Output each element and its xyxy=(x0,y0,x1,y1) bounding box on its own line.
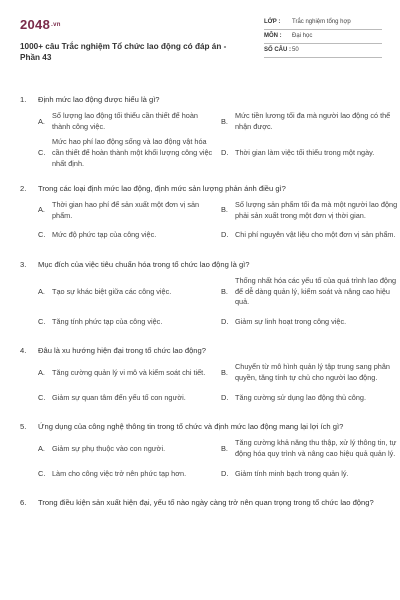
option-letter: D. xyxy=(221,147,229,157)
option-text: Giảm sự phụ thuộc vào con người. xyxy=(52,443,166,453)
meta-label: SỐ CÂU : xyxy=(264,47,291,54)
option-text: Tăng tính phức tạp của công việc. xyxy=(52,316,163,326)
question-text: Trong điều kiện sản xuất hiện đại, yếu tố nào ngày càng trở nên quan trọng trong tổ chức lao động? xyxy=(38,498,374,508)
option-letter: C. xyxy=(38,147,46,157)
option-letter: A. xyxy=(38,205,45,215)
answer-option[interactable] xyxy=(221,438,400,460)
option-letter: D. xyxy=(221,392,229,402)
question-text: Trong các loại định mức lao động, định mức sản lượng phản ánh điều gì? xyxy=(38,183,286,193)
question xyxy=(20,345,390,408)
meta-row xyxy=(264,16,382,30)
meta-value: 50 xyxy=(292,47,299,54)
meta-row xyxy=(264,44,382,58)
question xyxy=(20,94,391,170)
question-text: Mục đích của việc tiêu chuẩn hóa trong tổ chức lao động là gì? xyxy=(38,259,250,269)
answer-option[interactable] xyxy=(221,464,400,484)
question-text: Đâu là xu hướng hiện đại trong tổ chức lao động? xyxy=(38,346,206,356)
option-letter: B. xyxy=(221,367,228,377)
option-text: Thời gian hao phí để sản xuất một đơn vị sản phẩm. xyxy=(52,199,200,220)
option-text: Giảm tính minh bạch trong quản lý. xyxy=(235,468,349,478)
question-stem xyxy=(20,497,382,508)
answer-option[interactable] xyxy=(38,137,213,170)
question-text: Ứng dụng của công nghệ thông tin trong tổ chức và định mức lao động mang lại lợi ích gì? xyxy=(38,422,344,432)
question-number: 3. xyxy=(20,259,27,269)
answer-option[interactable] xyxy=(221,200,400,222)
question-text: Định mức lao động được hiểu là gì? xyxy=(38,95,160,104)
option-text: Chi phí nguyên vật liệu cho một đơn vị sản phẩm. xyxy=(235,230,396,240)
option-letter: C. xyxy=(38,317,46,326)
option-letter: B. xyxy=(221,443,228,453)
answer-option[interactable] xyxy=(38,200,213,222)
question-number: 4. xyxy=(20,346,27,356)
answer-options xyxy=(20,111,391,170)
option-text: Chuyển từ mô hình quản lý tập trung sang phân quyền, tăng tính tự chủ cho người lao động. xyxy=(235,362,390,383)
option-text: Số lượng sản phẩm tối đa mà một người lao động phải sản xuất trong một đơn vị thời gian. xyxy=(235,199,398,220)
answer-option[interactable] xyxy=(38,362,213,384)
option-text: Thời gian làm việc tối thiểu trong một ngày. xyxy=(235,147,375,157)
answer-option[interactable] xyxy=(38,111,213,133)
meta-row xyxy=(264,30,382,44)
question-number: 1. xyxy=(20,95,27,104)
option-text: Mức tiền lương tối đa mà người lao động có thể nhận được. xyxy=(235,111,391,131)
option-letter: D. xyxy=(221,230,229,240)
answer-option[interactable] xyxy=(38,464,213,484)
question-stem xyxy=(20,421,382,432)
meta-value: Đại học xyxy=(292,33,313,40)
answer-option[interactable] xyxy=(221,388,400,408)
question-stem xyxy=(20,94,382,105)
document-header xyxy=(20,14,382,76)
question-number: 5. xyxy=(20,422,27,432)
option-text: Tăng cường khả năng thu thập, xử lý thông tin, tự động hóa quy trình và nâng cao hiệu quả quản lý. xyxy=(235,438,397,459)
answer-option[interactable] xyxy=(38,226,213,246)
answer-options xyxy=(20,438,397,484)
option-letter: B. xyxy=(221,205,228,215)
answer-option[interactable] xyxy=(221,276,400,309)
answer-option[interactable] xyxy=(38,276,213,309)
question xyxy=(20,259,397,333)
option-text: Tăng cường sử dụng lao động thủ công. xyxy=(235,392,366,402)
question xyxy=(20,497,382,508)
option-text: Giảm sự linh hoạt trong công việc. xyxy=(235,316,347,326)
question-stem xyxy=(20,259,382,270)
option-letter: D. xyxy=(221,468,229,478)
answer-options xyxy=(20,275,397,333)
option-letter: D. xyxy=(221,317,229,326)
option-text: Thống nhất hóa các yếu tố của quá trình lao động để dễ dàng quản lý, kiểm soát và nâng cao hiệu quả. xyxy=(235,275,397,307)
question xyxy=(20,183,398,246)
option-text: Số lượng lao động tối thiểu cần thiết để hoàn thành công việc. xyxy=(52,111,198,131)
option-text: Mức độ phức tạp của công việc. xyxy=(52,230,157,240)
answer-option[interactable] xyxy=(221,312,400,332)
answer-option[interactable] xyxy=(221,226,400,246)
question xyxy=(20,421,397,484)
answer-option[interactable] xyxy=(221,362,400,384)
question-stem xyxy=(20,345,382,356)
meta-label: MÔN : xyxy=(264,33,282,40)
option-text: Làm cho công việc trở nên phức tạp hơn. xyxy=(52,468,187,478)
question-number: 6. xyxy=(20,498,27,508)
option-letter: C. xyxy=(38,230,46,240)
option-text: Mức hao phí lao động sống và lao động vật hóa cần thiết để hoàn thành một khối lượng công việc nhất định. xyxy=(52,136,213,168)
answer-option[interactable] xyxy=(38,312,213,332)
site-logo[interactable]: 2048.vn xyxy=(20,17,61,32)
answer-option[interactable] xyxy=(38,388,213,408)
option-text: Giảm sự quan tâm đến yếu tố con người. xyxy=(52,392,186,402)
answer-options xyxy=(20,362,390,408)
answer-option[interactable] xyxy=(221,111,400,133)
option-letter: A. xyxy=(38,367,45,377)
option-letter: B. xyxy=(221,286,228,296)
option-text: Tạo sự khác biệt giữa các công việc. xyxy=(52,286,172,296)
option-letter: C. xyxy=(38,468,46,478)
option-letter: A. xyxy=(38,286,45,296)
document-meta xyxy=(264,16,382,76)
answer-option[interactable] xyxy=(221,137,400,170)
option-letter: A. xyxy=(38,443,45,453)
option-letter: A. xyxy=(38,116,45,126)
answer-options xyxy=(20,199,398,246)
option-letter: B. xyxy=(221,116,228,126)
answer-option[interactable] xyxy=(38,438,213,460)
document-title: 1000+ câu Trắc nghiệm Tổ chức lao động có đáp án - Phần 43 xyxy=(20,41,227,62)
meta-value: Trắc nghiệm tổng hợp xyxy=(292,19,351,26)
question-number: 2. xyxy=(20,183,27,193)
option-letter: C. xyxy=(38,392,46,402)
meta-label: LỚP : xyxy=(264,19,281,26)
option-text: Tăng cường quản lý vi mô và kiểm soát chi tiết. xyxy=(52,367,206,377)
question-stem xyxy=(20,183,382,194)
question-list xyxy=(20,94,398,508)
